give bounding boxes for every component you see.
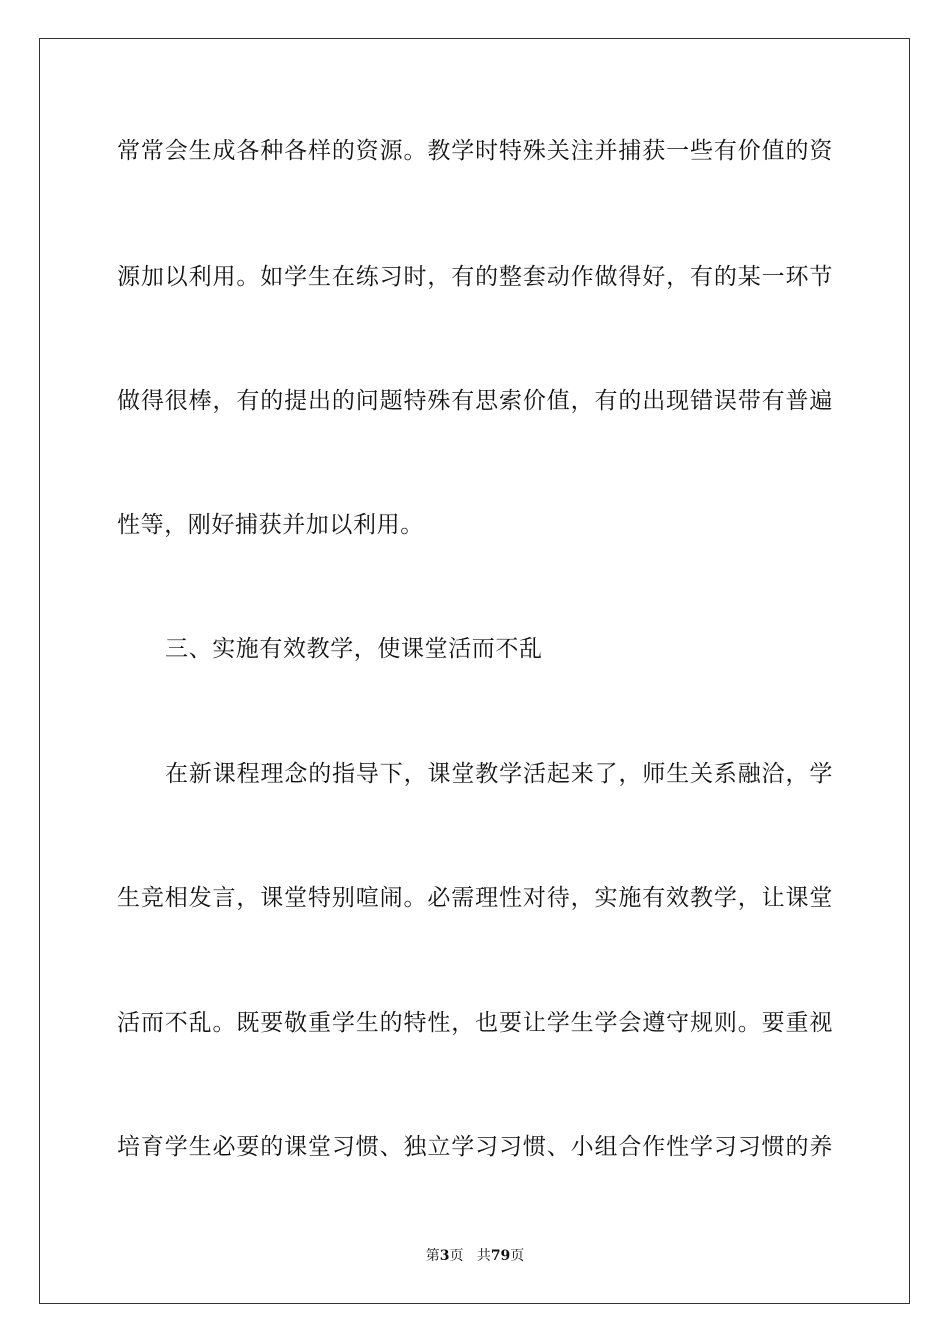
body-line-2: 源加以利用。如学生在练习时，有的整套动作做得好，有的某一环节	[117, 264, 833, 290]
body-line-9: 培育学生必要的课堂习惯、独立学习习惯、小组合作性学习习惯的养	[117, 1134, 833, 1160]
body-line-8: 活而不乱。既要敬重学生的特性，也要让学生学会遵守规则。要重视	[117, 1010, 833, 1036]
paragraph-first-line: 在新课程理念的指导下，课堂教学活起来了，师生关系融洽，学	[165, 761, 833, 787]
section-heading: 三、实施有效教学，使课堂活而不乱	[165, 636, 543, 662]
body-line-3: 做得很棒，有的提出的问题特殊有思索价值，有的出现错误带有普遍	[117, 388, 833, 414]
body-line-7: 生竞相发言，课堂特别喧闹。必需理性对待，实施有效教学，让课堂	[117, 885, 833, 911]
page-suffix: 页	[449, 1248, 464, 1264]
page-number: 3	[439, 1248, 450, 1264]
total-pages: 79	[490, 1248, 511, 1264]
page-prefix: 第	[425, 1248, 440, 1264]
total-prefix: 共	[476, 1248, 491, 1264]
body-line-4: 性等，刚好捕获并加以利用。	[117, 512, 424, 538]
page-footer	[0, 1247, 950, 1265]
total-suffix: 页	[510, 1248, 525, 1264]
page-border	[39, 38, 910, 1304]
body-line-1: 常常会生成各种各样的资源。教学时特殊关注并捕获一些有价值的资	[117, 138, 833, 164]
